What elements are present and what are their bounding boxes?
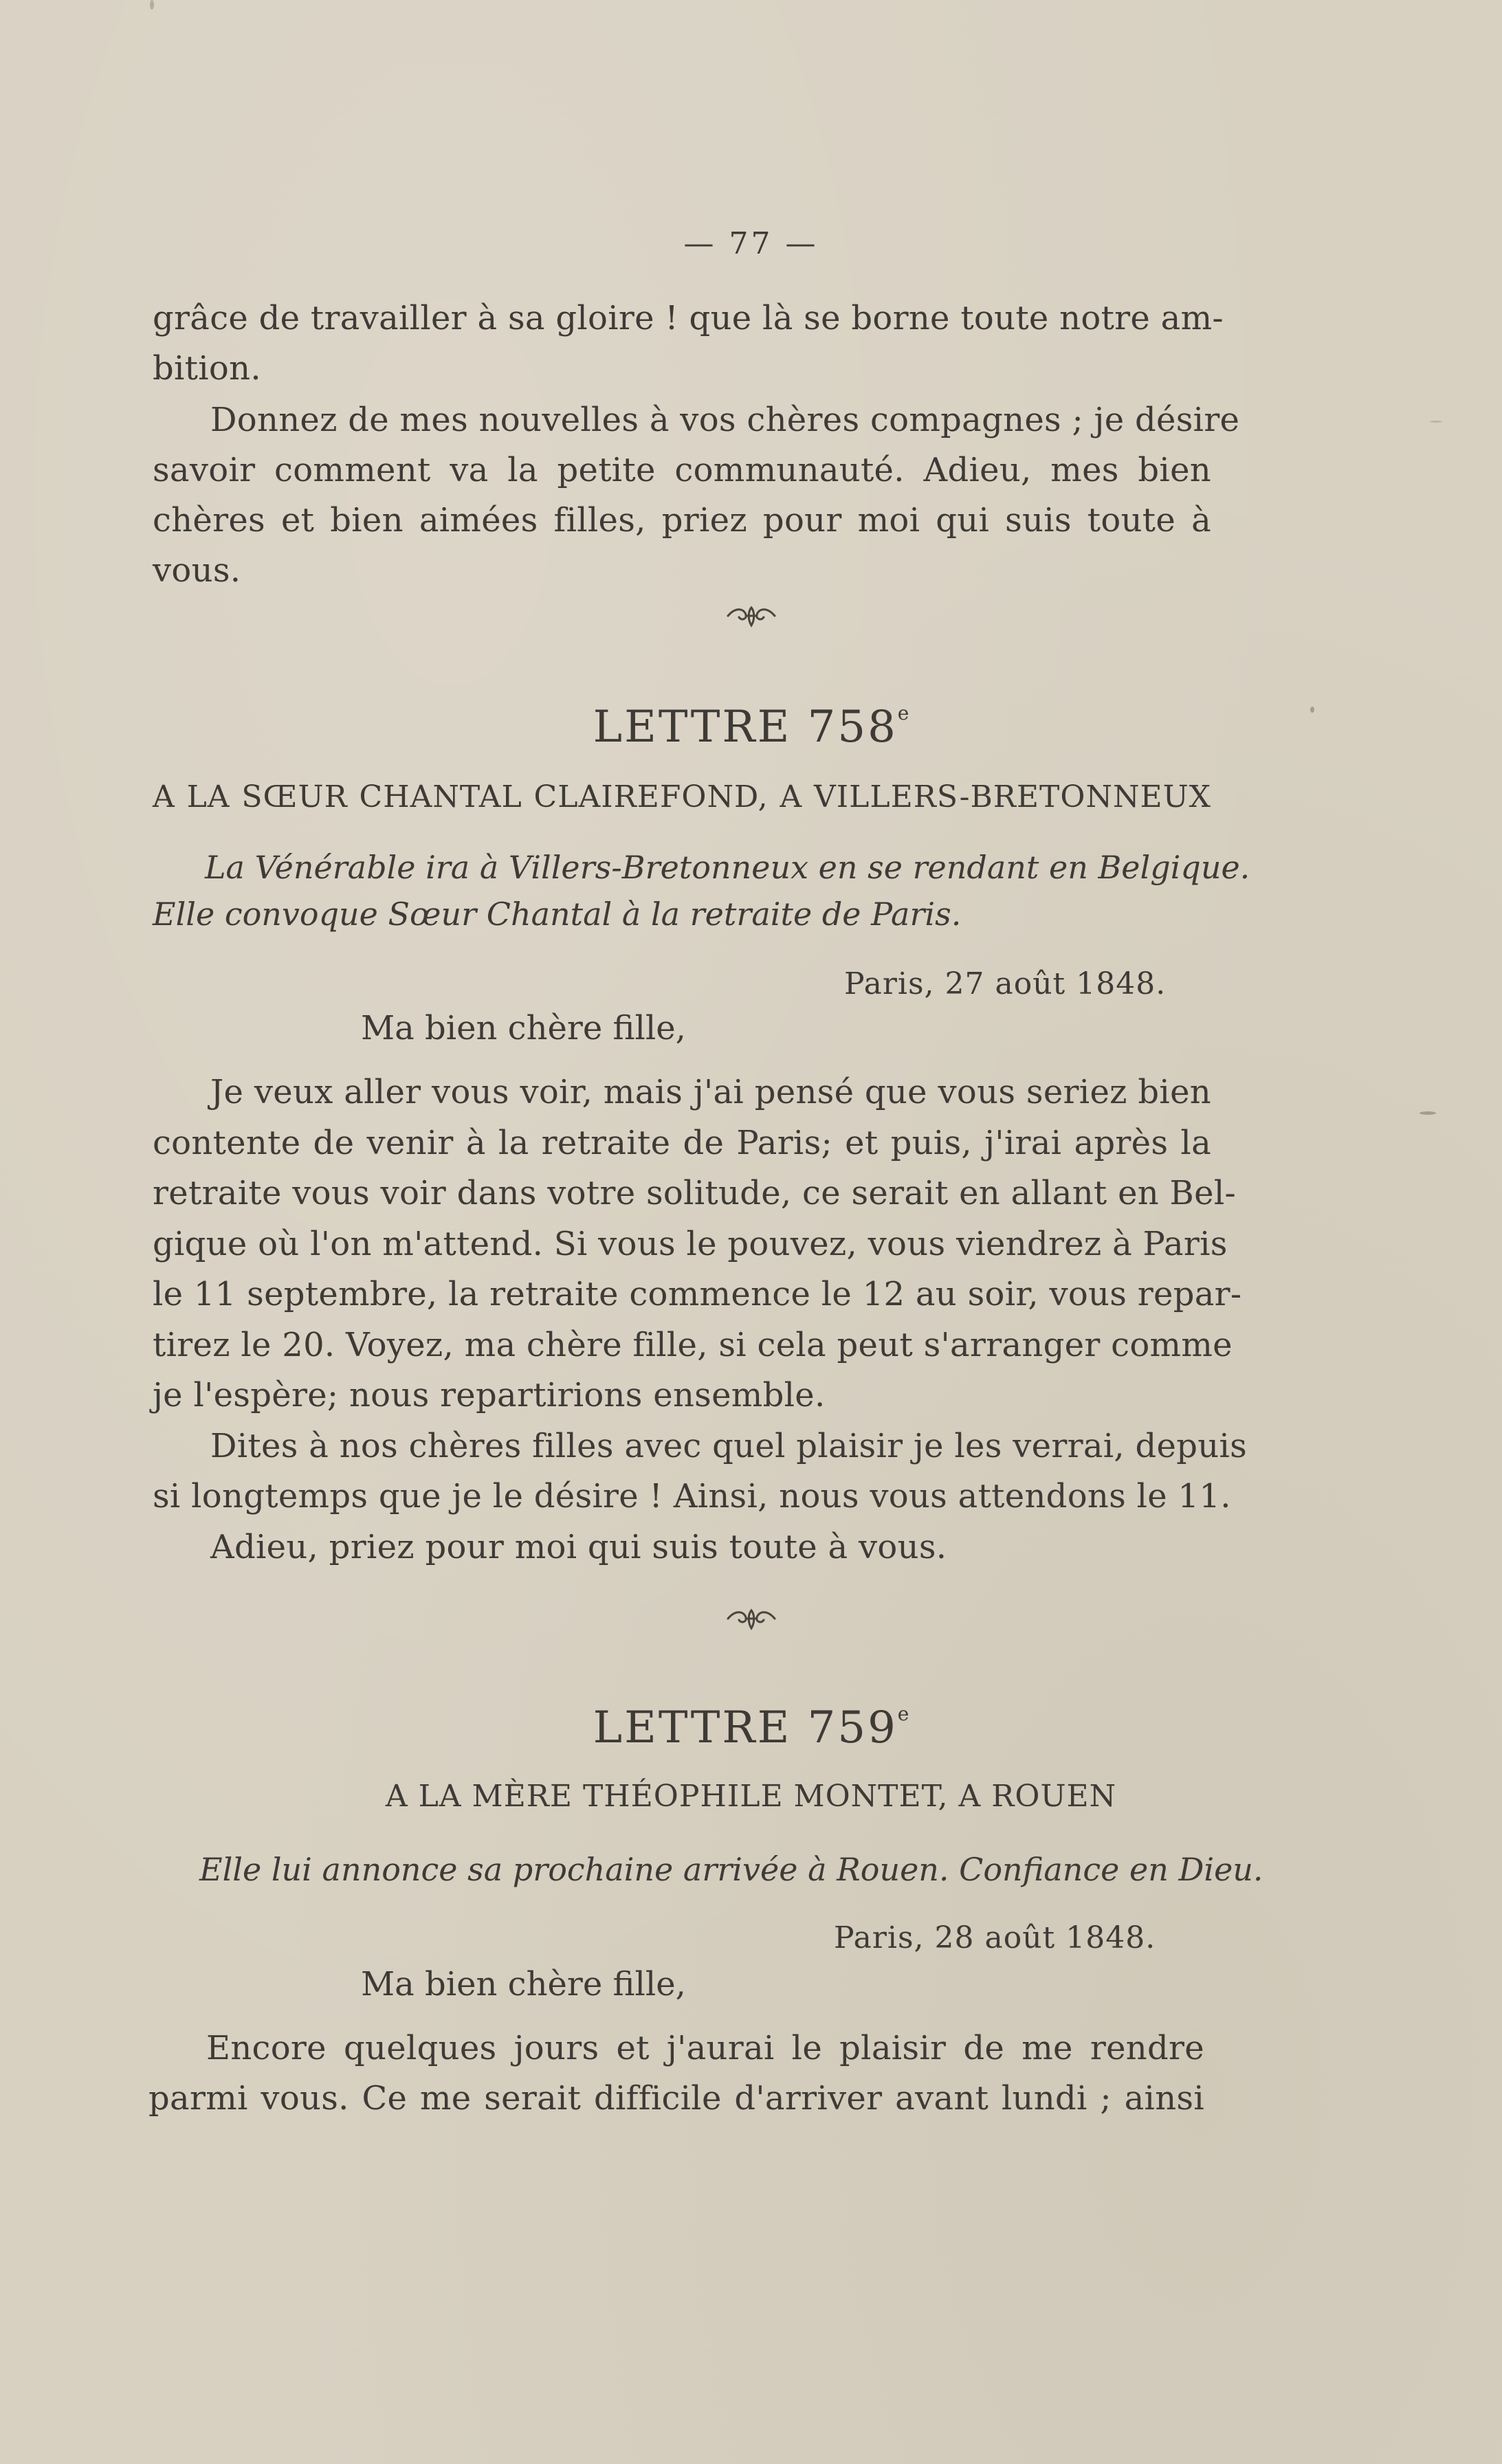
letter-dateline: Paris, 27 août 1848. [844, 966, 1167, 1001]
letter-title-suffix: e [897, 1702, 909, 1725]
paper-speck [150, 0, 154, 10]
letter-title [0, 686, 1502, 755]
letter-recipient: A LA MÈRE THÉOPHILE MONTET, A ROUEN [385, 1779, 1117, 1814]
letter-summary: Elle convoque Sœur Chantal à la retraite de Paris. [153, 896, 962, 933]
paragraph-line: je l'espère; nous repartirions ensemble. [153, 1376, 826, 1414]
letter-title [0, 1687, 1502, 1755]
section-ornament [0, 603, 1502, 628]
letter-dateline: Paris, 28 août 1848. [834, 1920, 1156, 1955]
paragraph-line: gique où l'on m'attend. Si vous le pouvez, vous viendrez à Paris [153, 1225, 1228, 1263]
fleuron-icon [725, 1606, 777, 1631]
paragraph-line: vous. [153, 551, 241, 590]
paragraph-line: Dites à nos chères filles avec quel plaisir je les verrai, depuis [210, 1427, 1248, 1465]
paragraph-line: parmi vous. Ce me serait difficile d'arriver avant lundi ; ainsi [148, 2079, 1204, 2118]
letter-salutation: Ma bien chère fille, [361, 1009, 686, 1047]
fleuron-icon [725, 603, 777, 628]
paper-speck [1420, 1111, 1436, 1115]
letter-title-text: LETTRE 758 [593, 702, 898, 753]
paragraph-line: chères et bien aimées filles, priez pour moi qui suis toute à [153, 501, 1211, 540]
letter-summary: Elle lui annonce sa prochaine arrivée à Rouen. Confiance en Dieu. [199, 1851, 1263, 1888]
paragraph-line: grâce de travailler à sa gloire ! que là se borne toute notre am- [153, 299, 1224, 337]
paper-speck [1430, 421, 1442, 423]
letter-salutation: Ma bien chère fille, [361, 1965, 686, 2004]
paragraph-line: retraite vous voir dans votre solitude, ce serait en allant en Bel- [153, 1174, 1236, 1212]
page-number: — 77 — [683, 226, 819, 261]
paragraph-line: bition. [153, 349, 261, 388]
letter-summary: La Vénérable ira à Villers-Bretonneux en se rendant en Belgique. [205, 849, 1250, 886]
paragraph-line: si longtemps que je le désire ! Ainsi, nous vous attendons le 11. [153, 1477, 1231, 1516]
paragraph-line: savoir comment va la petite communauté. Adieu, mes bien [153, 451, 1211, 489]
paragraph-line: Encore quelques jours et j'aurai le plaisir de me rendre [206, 2029, 1204, 2067]
paragraph-line: tirez le 20. Voyez, ma chère fille, si cela peut s'arranger comme [153, 1326, 1233, 1364]
paragraph-line: le 11 septembre, la retraite commence le 12 au soir, vous repar- [153, 1275, 1242, 1313]
letter-recipient: A LA SŒUR CHANTAL CLAIREFOND, A VILLERS-BRETONNEUX [153, 779, 1211, 814]
paragraph-line: Adieu, priez pour moi qui suis toute à vous. [210, 1528, 947, 1566]
paragraph-line: Donnez de mes nouvelles à vos chères compagnes ; je désire [210, 401, 1240, 439]
letter-title-text: LETTRE 759 [593, 1702, 898, 1753]
letter-title-suffix: e [897, 702, 909, 724]
paper-speck [1310, 707, 1314, 713]
paragraph-line: contente de venir à la retraite de Paris; et puis, j'irai après la [153, 1124, 1211, 1162]
paragraph-line: Je veux aller vous voir, mais j'ai pensé que vous seriez bien [210, 1073, 1211, 1111]
section-ornament [0, 1606, 1502, 1631]
